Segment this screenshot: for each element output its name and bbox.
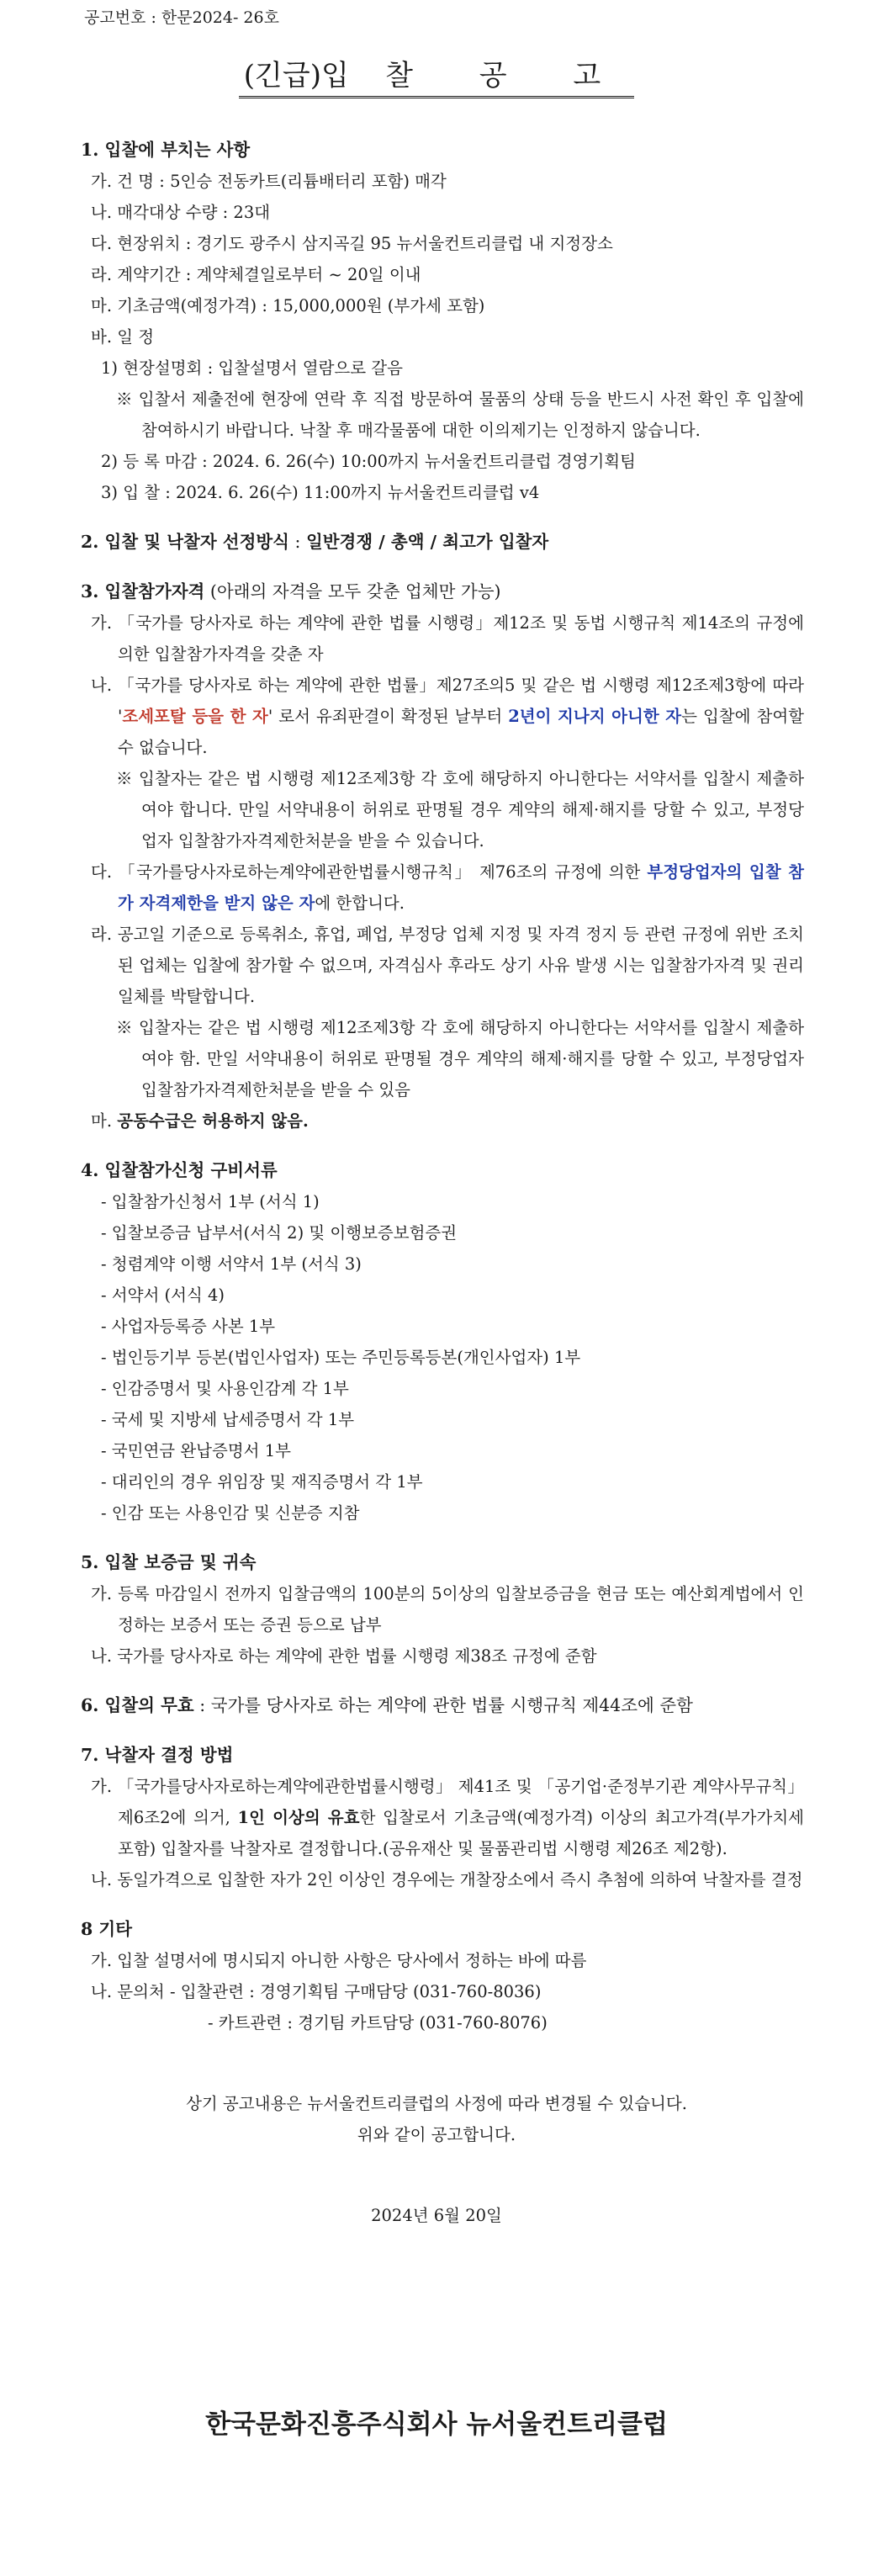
s3-item-ma [0, 1105, 873, 1137]
list-item: - 인감증명서 및 사용인감계 각 1부 [101, 1379, 349, 1398]
notice-date: 2024년 6월 20일 [371, 2206, 502, 2225]
s1-item-ba: 바. 일 정 [91, 327, 155, 347]
s1-item-ma: 마. 기초금액(예정가격) : 15,000,000원 (부가세 포함) [91, 296, 485, 315]
s3-da-text-1: 다. 「국가를당사자로하는계약에관한법률시행규칙」 제76조의 규정에 의한 [91, 862, 648, 882]
notice-number: 공고번호 : 한문2024- 26호 [84, 8, 279, 27]
s7-ga-bold: 1인 이상의 유효 [237, 1808, 360, 1827]
s1-schedule-2: 2) 등 록 마감 : 2024. 6. 26(수) 10:00까지 뉴서울컨트리클럽 경영기획팀 [101, 452, 636, 471]
s2-method: 일반경쟁 / 총액 / 최고가 입찰자 [305, 532, 549, 552]
list-item: - 서약서 (서식 4) [101, 1285, 225, 1305]
title-rest: 찰 공 고 [385, 59, 630, 93]
s7-ga-text-1: 가. 「국가를당사자로하는계약에관한법률시행령」 제41조 및 「공기업·준정부기관 계약사무규칙」 제6조2에 의거, [91, 1777, 804, 1827]
list-item: - 국세 및 지방세 납세증명서 각 1부 [101, 1410, 355, 1429]
s7-item-na: 나. 동일가격으로 입찰한 자가 2인 이상인 경우에는 개찰장소에서 즉시 추첨에 의하여 낙찰자를 결정 [91, 1870, 803, 1890]
s3-item-ga: 가. 「국가를 당사자로 하는 계약에 관한 법률 시행령」제12조 및 동법 시행규칙 제14조의 규정에 의한 입찰참가자격을 갖춘 자 [91, 613, 804, 664]
section-1-heading: 1. 입찰에 부치는 사항 [81, 140, 251, 160]
s8-item-na: 나. 문의처 - 입찰관련 : 경영기획팀 구매담당 (031-760-8036) [91, 1982, 542, 2001]
list-item: - 입찰보증금 납부서(서식 2) 및 이행보증보험증권 [101, 1223, 458, 1243]
s3-na-highlight-red: 조세포탈 등을 한 자 [122, 707, 268, 726]
list-item: - 입찰참가신청서 1부 (서식 1) [101, 1192, 320, 1211]
list-item: - 청렴계약 이행 서약서 1부 (서식 3) [101, 1254, 362, 1274]
s5-item-ga: 가. 등록 마감일시 전까지 입찰금액의 100분의 5이상의 입찰보증금을 현금 또는 예산회계법에서 인정하는 보증서 또는 증권 등으로 납부 [91, 1584, 804, 1635]
s5-item-na: 나. 국가를 당사자로 하는 계약에 관한 법률 시행령 제38조 규정에 준함 [91, 1646, 597, 1666]
issuer-organization: 한국문화진흥주식회사 뉴서울컨트리클럽 [205, 2409, 668, 2440]
s3-head-text: 3. 입찰참가자격 [81, 581, 205, 602]
section-6-heading [0, 1690, 873, 1721]
s3-item-na [0, 670, 873, 763]
title-underline [239, 52, 634, 98]
s3-na-text-1: 나. 「국가를 당사자로 하는 계약에 관한 법률」제27조의5 및 같은 법 시행령 제12조제3항에 따라 ' [91, 676, 804, 726]
s3-na-text-3: 는 입찰에 참여할 수 없습니다. [118, 707, 805, 757]
s3-ma-bold: 공동수급은 허용하지 않음. [117, 1111, 309, 1131]
s3-na-highlight-blue: 2년이 지나지 아니한 자 [508, 707, 682, 726]
s1-site-note: ※ 입찰서 제출전에 현장에 연락 후 직접 방문하여 물품의 상태 등을 반드시 사전 확인 후 입찰에 참여하시기 바랍니다. 낙찰 후 매각물품에 대한 이의제기는 인정하지 않습니다. [116, 390, 804, 440]
s1-item-ra: 라. 계약기간 : 계약체결일로부터 ~ 20일 이내 [91, 265, 421, 284]
s3-note-2: ※ 입찰자는 같은 법 시행령 제12조제3항 각 호에 해당하지 아니한다는 서약서를 입찰시 제출하여야 함. 만일 서약내용이 허위로 판명될 경우 계약의 해제·해지를 당할 수 있고, 부정당업자 입찰참가자격제한처분을 받을 수 있음 [116, 1018, 804, 1100]
s3-note-1: ※ 입찰자는 같은 법 시행령 제12조제3항 각 호에 해당하지 아니한다는 서약서를 입찰시 제출하여야 합니다. 만일 서약내용이 허위로 판명될 경우 계약의 해제·해지를 당할 수 있고, 부정당업자 입찰참가자격제한처분을 받을 수 있습니다. [116, 769, 804, 851]
s3-item-da [0, 856, 873, 919]
s3-da-highlight: 부정당업자의 입찰 참가 자격제한을 받지 않은 자 [118, 862, 804, 913]
list-item: - 대리인의 경우 위임장 및 재직증명서 각 1부 [101, 1472, 423, 1492]
s1-schedule-3: 3) 입 찰 : 2024. 6. 26(수) 11:00까지 뉴서울컨트리클럽 v4 [101, 483, 540, 502]
notice-body [0, 135, 873, 2231]
s1-item-na: 나. 매각대상 수량 : 23대 [91, 203, 271, 222]
section-5-heading: 5. 입찰 보증금 및 귀속 [81, 1552, 257, 1572]
list-item: - 사업자등록증 사본 1부 [101, 1317, 276, 1336]
s7-ga-text-2: 한 입찰로서 기초금액(예정가격) 이상의 최고가격(부가가치세 포함) 입찰자를 낙찰자로 결정합니다.(공유재산 및 물품관리법 시행령 제26조 제2항). [118, 1808, 804, 1858]
section-7-heading: 7. 낙찰자 결정 방법 [81, 1745, 234, 1765]
s3-da-text-2: 에 한합니다. [315, 893, 405, 913]
section-4-heading: 4. 입찰참가신청 구비서류 [81, 1160, 278, 1180]
s6-head-text: 6. 입찰의 무효 [81, 1695, 194, 1715]
section-2-heading [0, 527, 873, 558]
section-3-heading [0, 576, 873, 607]
s3-na-text-2: ' 로서 유죄판결이 확정된 날부터 [267, 707, 509, 726]
section-8-heading: 8 기타 [81, 1919, 133, 1939]
s3-ma-prefix: 마. [91, 1111, 118, 1131]
s2-sep: : [288, 532, 306, 552]
s4-document-list [0, 1186, 873, 1529]
s1-schedule-1: 1) 현장설명회 : 입찰설명서 열람으로 갈음 [101, 358, 403, 378]
s3-item-ra: 라. 공고일 기준으로 등록취소, 휴업, 폐업, 부정당 업체 지정 및 자격 정지 등 관련 규정에 위반 조치된 업체는 입찰에 참가할 수 없으며, 자격심사 후라도 상기 사유 발생 시는 입찰참가자격 및 권리일체를 박탈합니다. [91, 925, 804, 1006]
closing-line-1: 상기 공고내용은 뉴서울컨트리클럽의 사정에 따라 변경될 수 있습니다. [186, 2094, 687, 2113]
s1-item-da: 다. 현장위치 : 경기도 광주시 삼지곡길 95 뉴서울컨트리클럽 내 지정장소 [91, 234, 613, 253]
closing-line-2: 위와 같이 공고합니다. [357, 2125, 516, 2144]
page-title [0, 52, 873, 98]
list-item: - 법인등기부 등본(법인사업자) 또는 주민등록등본(개인사업자) 1부 [101, 1348, 581, 1367]
title-prefix: (긴급)입 [243, 59, 349, 93]
list-item: - 인감 또는 사용인감 및 신분증 지참 [101, 1503, 360, 1523]
s8-item-na-2: - 카트관련 : 경기팀 카트담당 (031-760-8076) [208, 2013, 548, 2033]
list-item: - 국민연금 완납증명서 1부 [101, 1441, 291, 1460]
s6-text: : 국가를 당사자로 하는 계약에 관한 법률 시행규칙 제44조에 준함 [193, 1695, 693, 1715]
s7-item-ga [0, 1771, 873, 1864]
s8-item-ga: 가. 입찰 설명서에 명시되지 아니한 사항은 당사에서 정하는 바에 따름 [91, 1951, 587, 1970]
s2-head-text: 2. 입찰 및 낙찰자 선정방식 [81, 532, 289, 552]
s3-head-sub: (아래의 자격을 모두 갖춘 업체만 가능) [204, 581, 501, 602]
s1-item-ga: 가. 건 명 : 5인승 전동카트(리튬배터리 포함) 매각 [91, 172, 447, 191]
